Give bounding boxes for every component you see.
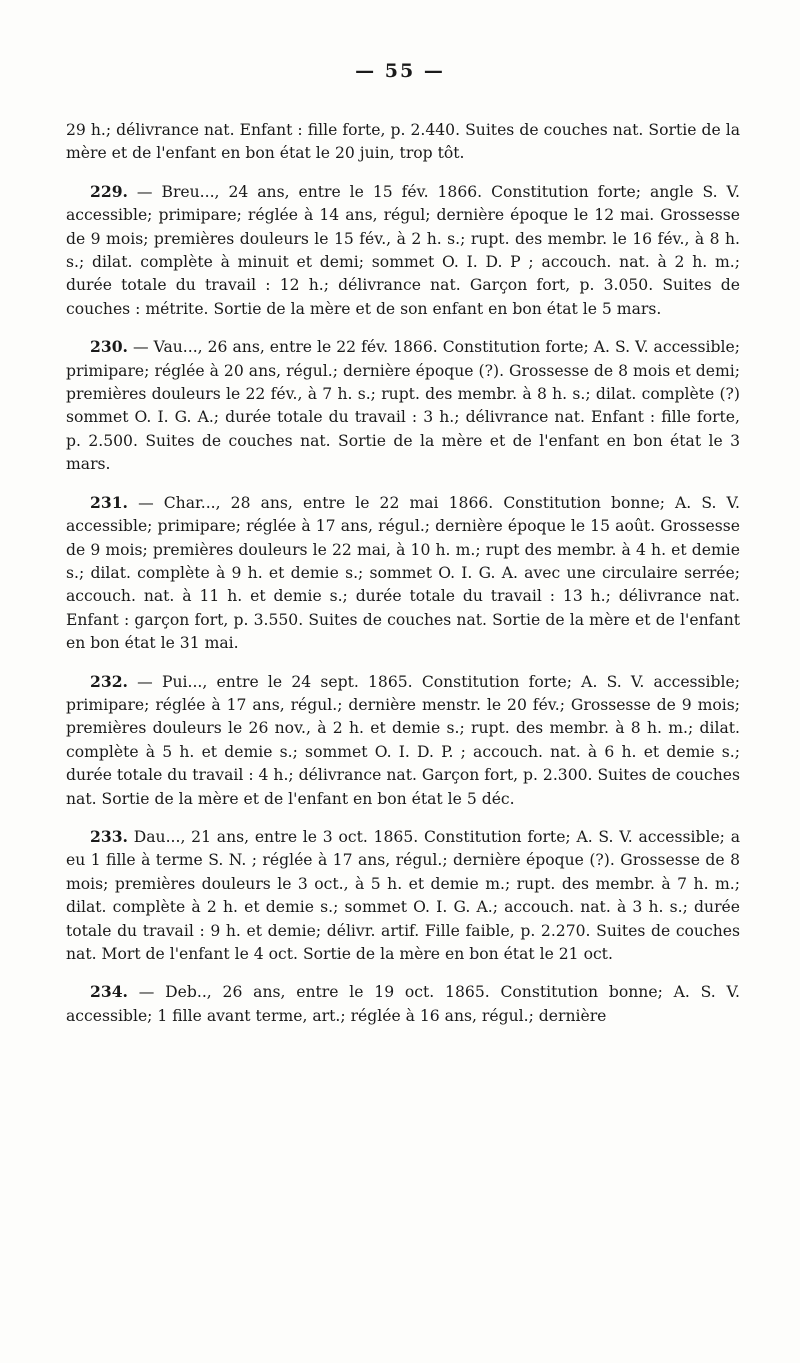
paragraph-text: — Vau..., 26 ans, entre le 22 fév. 1866. Constitution forte; A. S. V. accessible; primipare; réglée à 20 ans, régul.; dernière époque (?). Grossesse de 8 mois et demi; premières douleurs le 22 fév., à 7 h. s.; rupt. des membr. à 8 h. s.; dilat. complète (?) sommet O. I. G. A.; durée totale du travail : 3 h.; délivrance nat. Enfant : fille forte, p. 2.500. Suites de couches nat. Sortie de la mère et de l'enfant en bon état le 3 mars.: [66, 338, 740, 474]
case-number: 232.: [90, 671, 128, 691]
paragraph-case-230: [66, 335, 740, 476]
paragraph-case-232: [66, 670, 740, 811]
paragraph-text: — Pui..., entre le 24 sept. 1865. Constitution forte; A. S. V. accessible; primipare; réglée à 17 ans, régul.; dernière menstr. le 20 fév.; Grossesse de 9 mois; premières douleurs le 26 nov., à 2 h. et demie s.; rupt. des membr. à 8 h. m.; dilat. complète à 5 h. et demie s.; sommet O. I. D. P. ; accouch. nat. à 6 h. et demie s.; durée totale du travail : 4 h.; délivrance nat. Garçon fort, p. 2.300. Suites de couches nat. Sortie de la mère et de l'enfant en bon état le 5 déc.: [66, 672, 740, 808]
paragraph-case-233: [66, 825, 740, 966]
page-number: — 55 —: [355, 60, 445, 82]
case-number: 230.: [90, 337, 128, 357]
paragraph-text: — Char..., 28 ans, entre le 22 mai 1866. Constitution bonne; A. S. V. accessible; primipare; réglée à 17 ans, régul.; dernière époque le 15 août. Grossesse de 9 mois; premières douleurs le 22 mai, à 10 h. m.; rupt des membr. à 4 h. et demie s.; dilat. complète à 9 h. et demie s.; sommet O. I. G. A. avec une circulaire serrée; accouch. nat. à 11 h. et demie s.; durée totale du travail : 13 h.; délivrance nat. Enfant : garçon fort, p. 3.550. Suites de couches nat. Sortie de la mère et de l'enfant en bon état le 31 mai.: [66, 493, 740, 653]
paragraph-text: 29 h.; délivrance nat. Enfant : fille forte, p. 2.440. Suites de couches nat. Sortie de la mère et de l'enfant en bon état le 20 juin, trop tôt.: [66, 121, 740, 163]
paragraph-text: — Breu..., 24 ans, entre le 15 fév. 1866. Constitution forte; angle S. V. accessible; primipare; réglée à 14 ans, régul; dernière époque le 12 mai. Grossesse de 9 mois; premières douleurs le 15 fév., à 2 h. s.; rupt. des membr. le 16 fév., à 8 h. s.; dilat. complète à minuit et demi; sommet O. I. D. P ; accouch. nat. à 2 h. m.; durée totale du travail : 12 h.; délivrance nat. Garçon fort, p. 3.050. Suites de couches : métrite. Sortie de la mère et de son enfant en bon état le 5 mars.: [66, 182, 740, 318]
case-number: 234.: [90, 982, 128, 1002]
paragraph-case-229: [66, 180, 740, 321]
paragraph-case-234: [66, 980, 740, 1028]
case-number: 229.: [90, 181, 128, 201]
paragraph-text: Dau..., 21 ans, entre le 3 oct. 1865. Constitution forte; A. S. V. accessible; a eu 1 fille à terme S. N. ; réglée à 17 ans, régul.; dernière époque (?). Grossesse de 8 mois; premières douleurs le 3 oct., à 5 h. et demie m.; rupt. des membr. à 7 h. m.; dilat. complète à 2 h. et demie s.; sommet O. I. G. A.; accouch. nat. à 3 h. s.; durée totale du travail : 9 h. et demie; délivr. artif. Fille faible, p. 2.270. Suites de couches nat. Mort de l'enfant le 4 oct. Sortie de la mère en bon état le 21 oct.: [66, 827, 740, 963]
case-number: 231.: [90, 492, 128, 512]
paragraph-case-231: [66, 491, 740, 656]
paragraph-continuation: [66, 118, 740, 166]
text-body: [66, 118, 740, 1028]
paragraph-text: — Deb.., 26 ans, entre le 19 oct. 1865. Constitution bonne; A. S. V. accessible; 1 fille avant terme, art.; réglée à 16 ans, régul.; dernière: [66, 983, 740, 1025]
case-number: 233.: [90, 826, 128, 846]
